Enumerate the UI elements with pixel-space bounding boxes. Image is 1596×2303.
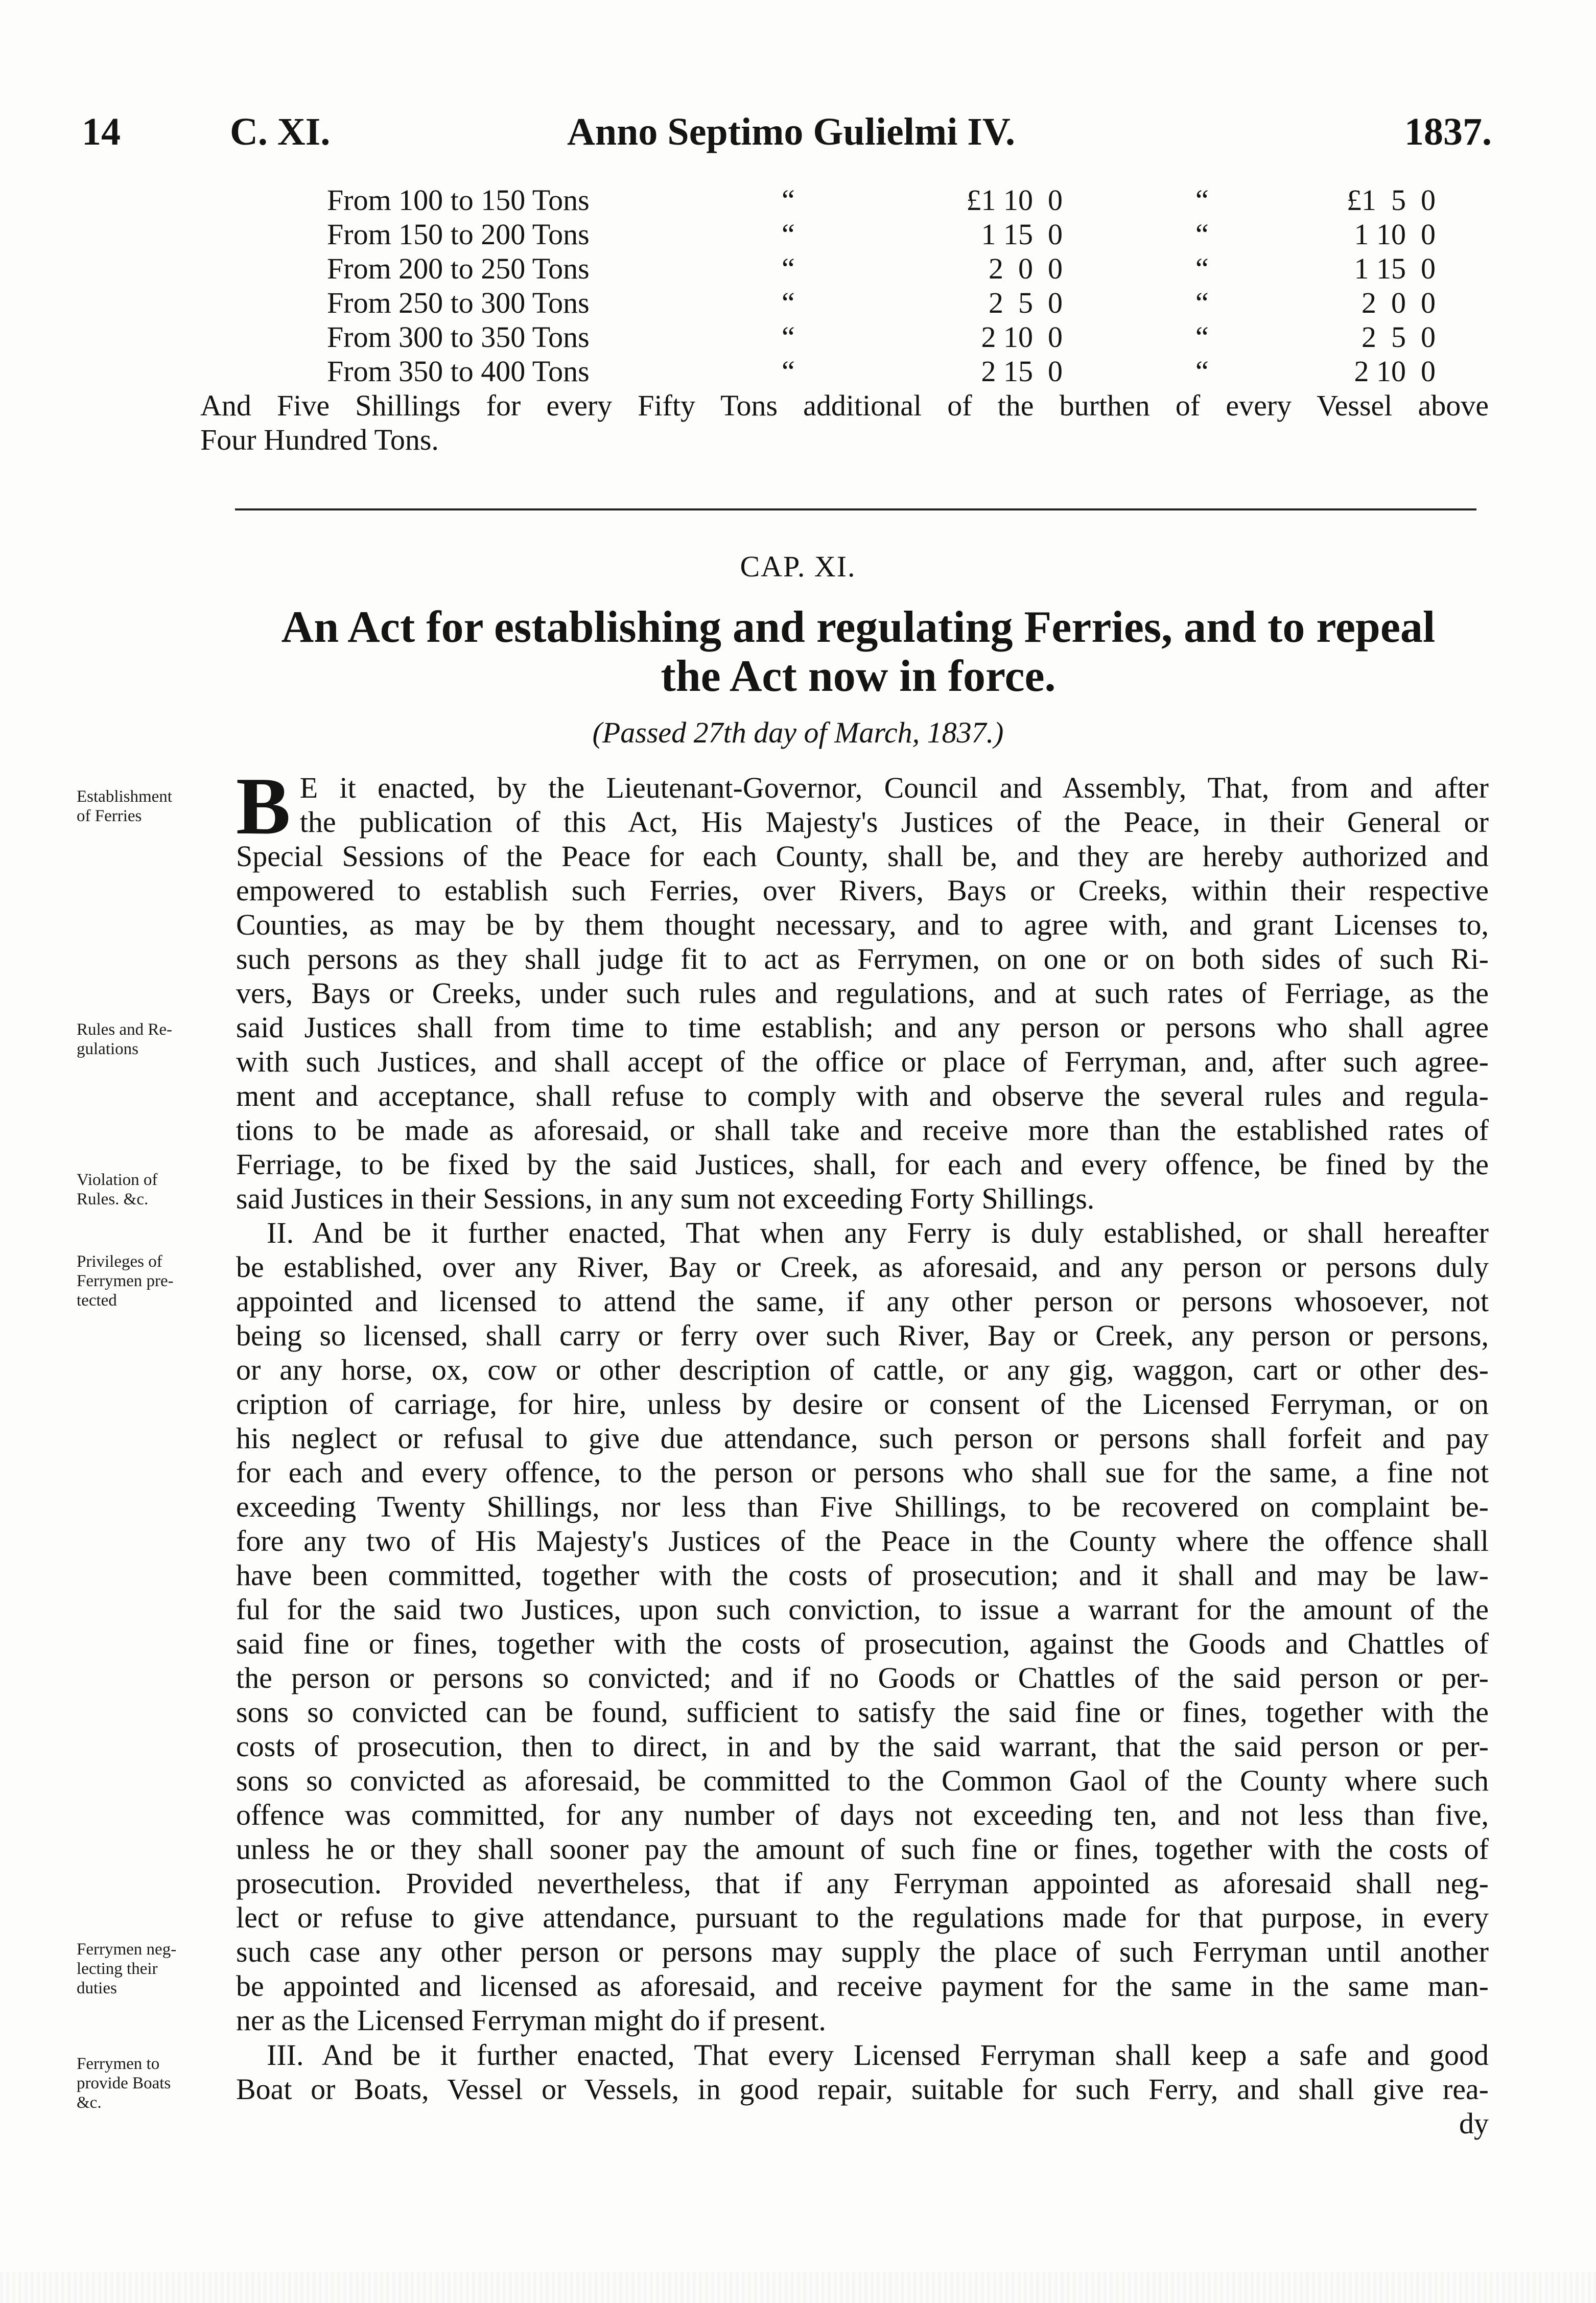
- act-title-line: the Act now in force.: [661, 652, 1056, 701]
- ditto-mark: “: [1195, 320, 1209, 354]
- toll-rate-second: 2 0 0: [1362, 286, 1436, 319]
- chapter-heading: CAP. XI.: [740, 550, 856, 583]
- toll-row: [327, 217, 1471, 251]
- toll-rate-first: 2 15 0: [981, 355, 1063, 388]
- toll-note-line: And Five Shillings for every Fifty Tons additional of the burthen of every Vessel above: [200, 389, 1489, 422]
- toll-range: From 250 to 300 Tons: [327, 286, 590, 319]
- text-line: II. And be it further enacted, That when any Ferry is duly established, or shall hereafter: [267, 1216, 1489, 1249]
- text-line: such case any other person or persons may supply the place of such Ferryman until another: [236, 1935, 1489, 1968]
- text-line: Ferriage, to be fixed by the said Justices, shall, for each and every offence, be fined by the: [236, 1148, 1489, 1181]
- ditto-mark: “: [1195, 183, 1209, 217]
- toll-rate-second: 1 15 0: [1354, 252, 1436, 285]
- ditto-mark: “: [1195, 218, 1209, 251]
- margin-note-privileges: Privileges of Ferrymen pre- tected: [77, 1252, 174, 1310]
- text-line: said Justices in their Sessions, in any sum not exceeding Forty Shillings.: [236, 1182, 1095, 1215]
- toll-table: [327, 183, 1471, 388]
- act-title-line: An Act for establishing and regulating Ferries, and to repeal: [281, 602, 1436, 652]
- text-line: said fine or fines, together with the costs of prosecution, against the Goods and Chattles of: [236, 1627, 1489, 1660]
- text-line: have been committed, together with the costs of prosecution; and it shall and may be law-: [236, 1558, 1489, 1592]
- ditto-mark: “: [782, 218, 795, 251]
- toll-rate-second: 2 5 0: [1362, 320, 1436, 354]
- page-edge: [0, 2272, 1596, 2303]
- text-line: III. And be it further enacted, That every Licensed Ferryman shall keep a safe and good: [267, 2038, 1489, 2072]
- margin-note-boats: Ferrymen to provide Boats &c.: [77, 2055, 171, 2112]
- text-line: for each and every offence, to the person or persons who shall sue for the same, a fine not: [236, 1456, 1489, 1489]
- running-header: [61, 110, 1492, 161]
- toll-note-line: Four Hundred Tons.: [200, 423, 439, 456]
- text-line: sons so convicted as aforesaid, be committed to the Common Gaol of the County where such: [236, 1764, 1489, 1797]
- text-line: Boat or Boats, Vessel or Vessels, in good repair, suitable for such Ferry, and shall give rea-: [236, 2073, 1489, 2106]
- toll-row: [327, 354, 1471, 388]
- ditto-mark: “: [782, 252, 795, 285]
- toll-rate-first: £1 10 0: [966, 183, 1063, 217]
- text-line: offence was committed, for any number of days not exceeding ten, and not less than five,: [236, 1798, 1489, 1831]
- text-line: empowered to establish such Ferries, over Rivers, Bays or Creeks, within their respective: [236, 874, 1489, 907]
- ditto-mark: “: [1195, 355, 1209, 388]
- margin-note-rules: Rules and Re- gulations: [77, 1020, 172, 1058]
- text-line: sons so convicted can be found, sufficient to satisfy the said fine or fines, together with the: [236, 1695, 1489, 1729]
- text-line: being so licensed, shall carry or ferry over such River, Bay or Creek, any person or persons,: [236, 1319, 1489, 1352]
- text-line: cription of carriage, for hire, unless by desire or consent of the Licensed Ferryman, or on: [236, 1387, 1489, 1421]
- header-title: Anno Septimo Gulielmi IV.: [567, 110, 1015, 153]
- ditto-mark: “: [782, 183, 795, 217]
- text-line: costs of prosecution, then to direct, in and by the said warrant, that the said person or per-: [236, 1730, 1489, 1763]
- section-1: [236, 760, 1489, 1216]
- text-line: such persons as they shall judge fit to act as Ferrymen, on one or on both sides of such Ri-: [236, 942, 1489, 975]
- toll-rate-second: 2 10 0: [1354, 355, 1436, 388]
- toll-rate-second: £1 5 0: [1347, 183, 1436, 217]
- toll-rate-first: 2 5 0: [989, 286, 1063, 319]
- toll-rate-first: 1 15 0: [981, 218, 1063, 251]
- text-line: be established, over any River, Bay or Creek, as aforesaid, and any person or persons duly: [236, 1250, 1489, 1284]
- margin-note-violation: Violation of Rules. &c.: [77, 1171, 158, 1208]
- text-line: be appointed and licensed as aforesaid, and receive payment for the same in the same man-: [236, 1969, 1489, 2003]
- text-line: tions to be made as aforesaid, or shall take and receive more than the established rates of: [236, 1113, 1489, 1147]
- text-line: the person or persons so convicted; and if no Goods or Chattles of the said person or per-: [236, 1661, 1489, 1694]
- text-line: unless he or they shall sooner pay the amount of such fine or fines, together with the costs of: [236, 1832, 1489, 1866]
- header-year: 1837.: [1404, 110, 1492, 153]
- text-line: exceeding Twenty Shillings, nor less than Five Shillings, to be recovered on complaint be-: [236, 1490, 1489, 1523]
- text-line: ment and acceptance, shall refuse to comply with and observe the several rules and regula-: [236, 1079, 1489, 1112]
- text-line: E it enacted, by the Lieutenant-Governor, Council and Assembly, That, from and after: [299, 771, 1489, 804]
- ditto-mark: “: [1195, 252, 1209, 285]
- toll-range: From 100 to 150 Tons: [327, 183, 590, 217]
- text-line: his neglect or refusal to give due attendance, such person or persons shall forfeit and pay: [236, 1422, 1489, 1455]
- passed-date: (Passed 27th day of March, 1837.): [592, 716, 1004, 749]
- section-3: [236, 2038, 1489, 2141]
- ditto-mark: “: [782, 355, 795, 388]
- ditto-mark: “: [1195, 286, 1209, 319]
- toll-range: From 350 to 400 Tons: [327, 355, 590, 388]
- toll-row: [327, 183, 1471, 217]
- text-line: with such Justices, and shall accept of the office or place of Ferryman, and, after such agree-: [236, 1045, 1489, 1078]
- text-line: Special Sessions of the Peace for each County, shall be, and they are hereby authorized and: [236, 840, 1489, 873]
- text-line: vers, Bays or Creeks, under such rules and regulations, and at such rates of Ferriage, as the: [236, 976, 1489, 1010]
- text-line: fore any two of His Majesty's Justices of the Peace in the County where the offence shall: [236, 1524, 1489, 1557]
- catchword: dy: [1459, 2107, 1489, 2140]
- toll-note: [200, 388, 1489, 457]
- toll-range: From 200 to 250 Tons: [327, 252, 590, 285]
- toll-row: [327, 320, 1471, 354]
- drop-cap: B: [236, 760, 291, 851]
- toll-row: [327, 286, 1471, 320]
- text-line: ful for the said two Justices, upon such conviction, to issue a warrant for the amount of the: [236, 1593, 1489, 1626]
- text-line: lect or refuse to give attendance, pursuant to the regulations made for that purpose, in every: [236, 1901, 1489, 1934]
- text-line: said Justices shall from time to time establish; and any person or persons who shall agree: [236, 1011, 1489, 1044]
- chapter-number: C. XI.: [230, 110, 331, 153]
- toll-row: [327, 251, 1471, 286]
- text-line: prosecution. Provided nevertheless, that if any Ferryman appointed as aforesaid shall neg-: [236, 1867, 1489, 1900]
- toll-rate-second: 1 10 0: [1354, 218, 1436, 251]
- margin-note-neglecting: Ferrymen neg- lecting their duties: [77, 1940, 177, 1997]
- section-2: [236, 1216, 1489, 2037]
- toll-rate-first: 2 0 0: [989, 252, 1063, 285]
- margin-note-establishment: Establishment of Ferries: [77, 787, 172, 825]
- toll-range: From 150 to 200 Tons: [327, 218, 590, 251]
- ditto-mark: “: [782, 286, 795, 319]
- toll-rate-first: 2 10 0: [981, 320, 1063, 354]
- toll-range: From 300 to 350 Tons: [327, 320, 590, 354]
- act-title: [225, 603, 1492, 701]
- ditto-mark: “: [782, 320, 795, 354]
- text-line: Counties, as may be by them thought necessary, and to agree with, and grant Licenses to,: [236, 908, 1489, 941]
- text-line: or any horse, ox, cow or other description of cattle, or any gig, waggon, cart or other des-: [236, 1353, 1489, 1386]
- text-line: the publication of this Act, His Majesty's Justices of the Peace, in their General or: [299, 805, 1489, 839]
- page-number: 14: [82, 110, 121, 153]
- text-line: ner as the Licensed Ferryman might do if present.: [236, 2004, 826, 2037]
- text-line: appointed and licensed to attend the same, if any other person or persons whosoever, not: [236, 1285, 1489, 1318]
- section-divider: [235, 508, 1476, 510]
